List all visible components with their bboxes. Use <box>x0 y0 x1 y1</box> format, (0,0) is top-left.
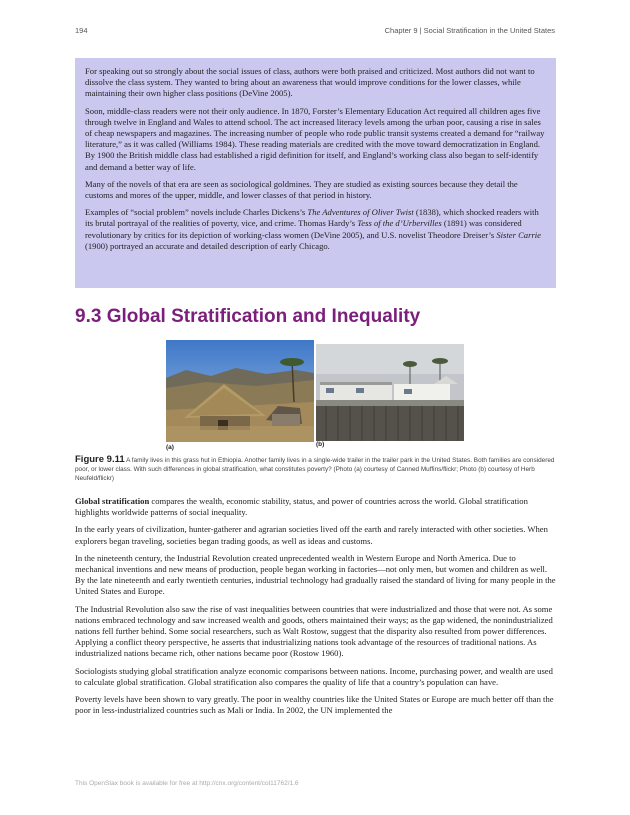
feature-paragraph-examples <box>85 207 546 252</box>
feature-paragraph: Soon, middle-class readers were not their only audience. In 1870, Forster’s Elementary Education Act required all children ages five through twelve in England and Wales to attend school. The act increased literacy levels among the urban poor, causing a rise in sales of cheap newspapers and magazines. The increasing number of people who rode public transit systems created a demand for “railway literature,” as it was called (Williams 1984). These reading materials are credited with the move toward democratization in England. By 1900 the British middle class had established a rigid definition for itself, and England’s working class also began to self-identify and demand a better way of life. <box>85 105 545 172</box>
photo-trailer <box>316 344 464 441</box>
figure-number: Figure 9.11 <box>75 454 125 465</box>
section-title: 9.3 Global Stratification and Inequality <box>75 306 421 327</box>
page-number: 194 <box>75 26 88 35</box>
body-text <box>75 496 556 722</box>
body-paragraph: Poverty levels have been shown to vary greatly. The poor in wealthy countries like the United States or Europe are much better off than the poor in less-industrialized countries such as Mali or India. In 2002, the UN implemented the <box>75 694 554 716</box>
text-span: (1838), which shocked readers with its brutal portrayal of the realities of poverty, vice, and crime. Thomas Hardy’s <box>85 207 539 229</box>
figure-label-a: (a) <box>166 444 174 451</box>
book-title: The Adventures of Oliver Twist <box>307 207 414 218</box>
text-span: Examples of “social problem” novels include Charles Dickens’s <box>85 207 308 218</box>
body-paragraph: In the nineteenth century, the Industrial Revolution created unprecedented wealth in Western Europe and North America. Due to mechanical inventions and new means of production, people began working in factories—not only men, but women and children as well. By the late nineteenth and early twentieth centuries, industrial technology had gradually raised the standard of living for many people in the United States and Europe. <box>75 552 556 597</box>
key-term: Global stratification <box>75 496 150 506</box>
page-footer: This OpenStax book is available for free at http://cnx.org/content/col11762/1.6 <box>75 780 299 787</box>
text-span: (1891) was considered revolutionary by critics for its depiction of working-class women (DeVine 2005), and U.S. novelist Theodore Dreiser’s <box>85 218 522 240</box>
text-span: (1900) portrayed an accurate and detailed description of early Chicago. <box>85 240 330 251</box>
body-paragraph: In the early years of civilization, hunter-gatherer and agrarian societies lived off the earth and rarely interacted with other societies. When explorers began traveling, societies began trading goods, as well as ideas and customs. <box>75 524 548 546</box>
photo-grass-hut <box>166 340 314 442</box>
text-span: compares the wealth, economic stability, status, and power of countries across the world. Global stratification highlights worldwide patterns of social inequality. <box>75 496 528 518</box>
feature-paragraph: For speaking out so strongly about the social issues of class, authors were both praised and criticized. Most authors did not want to dissolve the class system. They wanted to bring about an awareness that would improve conditions for the lower classes, while maintaining their own higher class positions (DeVine 2005). <box>85 66 535 99</box>
body-paragraph <box>75 496 556 518</box>
body-paragraph: Sociologists studying global stratification analyze economic comparisons between nations. Income, purchasing power, and wealth are used to calculate global stratification. Global stratification also compares the quality of life that a country’s population can have. <box>75 665 553 687</box>
caption-text: A family lives in this grass hut in Ethiopia. Another family lives in a single-wide trailer in the trailer park in the United States. Both families are considered poor, or lower class. With such differences in global stratification, what constitutes poverty? (Photo (a) courtesy of Canned Muffins/flickr; Photo (b) courtesy of Herb Neufeld/flickr) <box>75 457 555 482</box>
feature-box <box>75 58 556 288</box>
figure-label-b: (b) <box>316 441 325 448</box>
book-title: Sister Carrie <box>496 229 541 240</box>
chapter-header: Chapter 9 | Social Stratification in the United States <box>384 26 555 35</box>
feature-paragraph: Many of the novels of that era are seen as sociological goldmines. They are studied as existing sources because they detail the customs and mores of the upper, middle, and lower classes of that period in history. <box>85 178 518 201</box>
book-title: Tess of the d’Urbervilles <box>357 218 442 229</box>
figure-caption <box>75 455 556 483</box>
body-paragraph: The Industrial Revolution also saw the rise of vast inequalities between countries that were industrialized and those that were not. As some nations embraced technology and saw increased wealth and goods, others maintained their ways; as the gap widened, the nonindustrialized nations fell further behind. Some social researchers, such as Walt Rostow, suggest that the disparity also resulted from power differences. Applying a conflict theory perspective, he asserts that industrializing nations took advantage of the resources of traditional nations. As industrialized nations became rich, other nations became poor (Rostow 1960). <box>75 603 553 659</box>
